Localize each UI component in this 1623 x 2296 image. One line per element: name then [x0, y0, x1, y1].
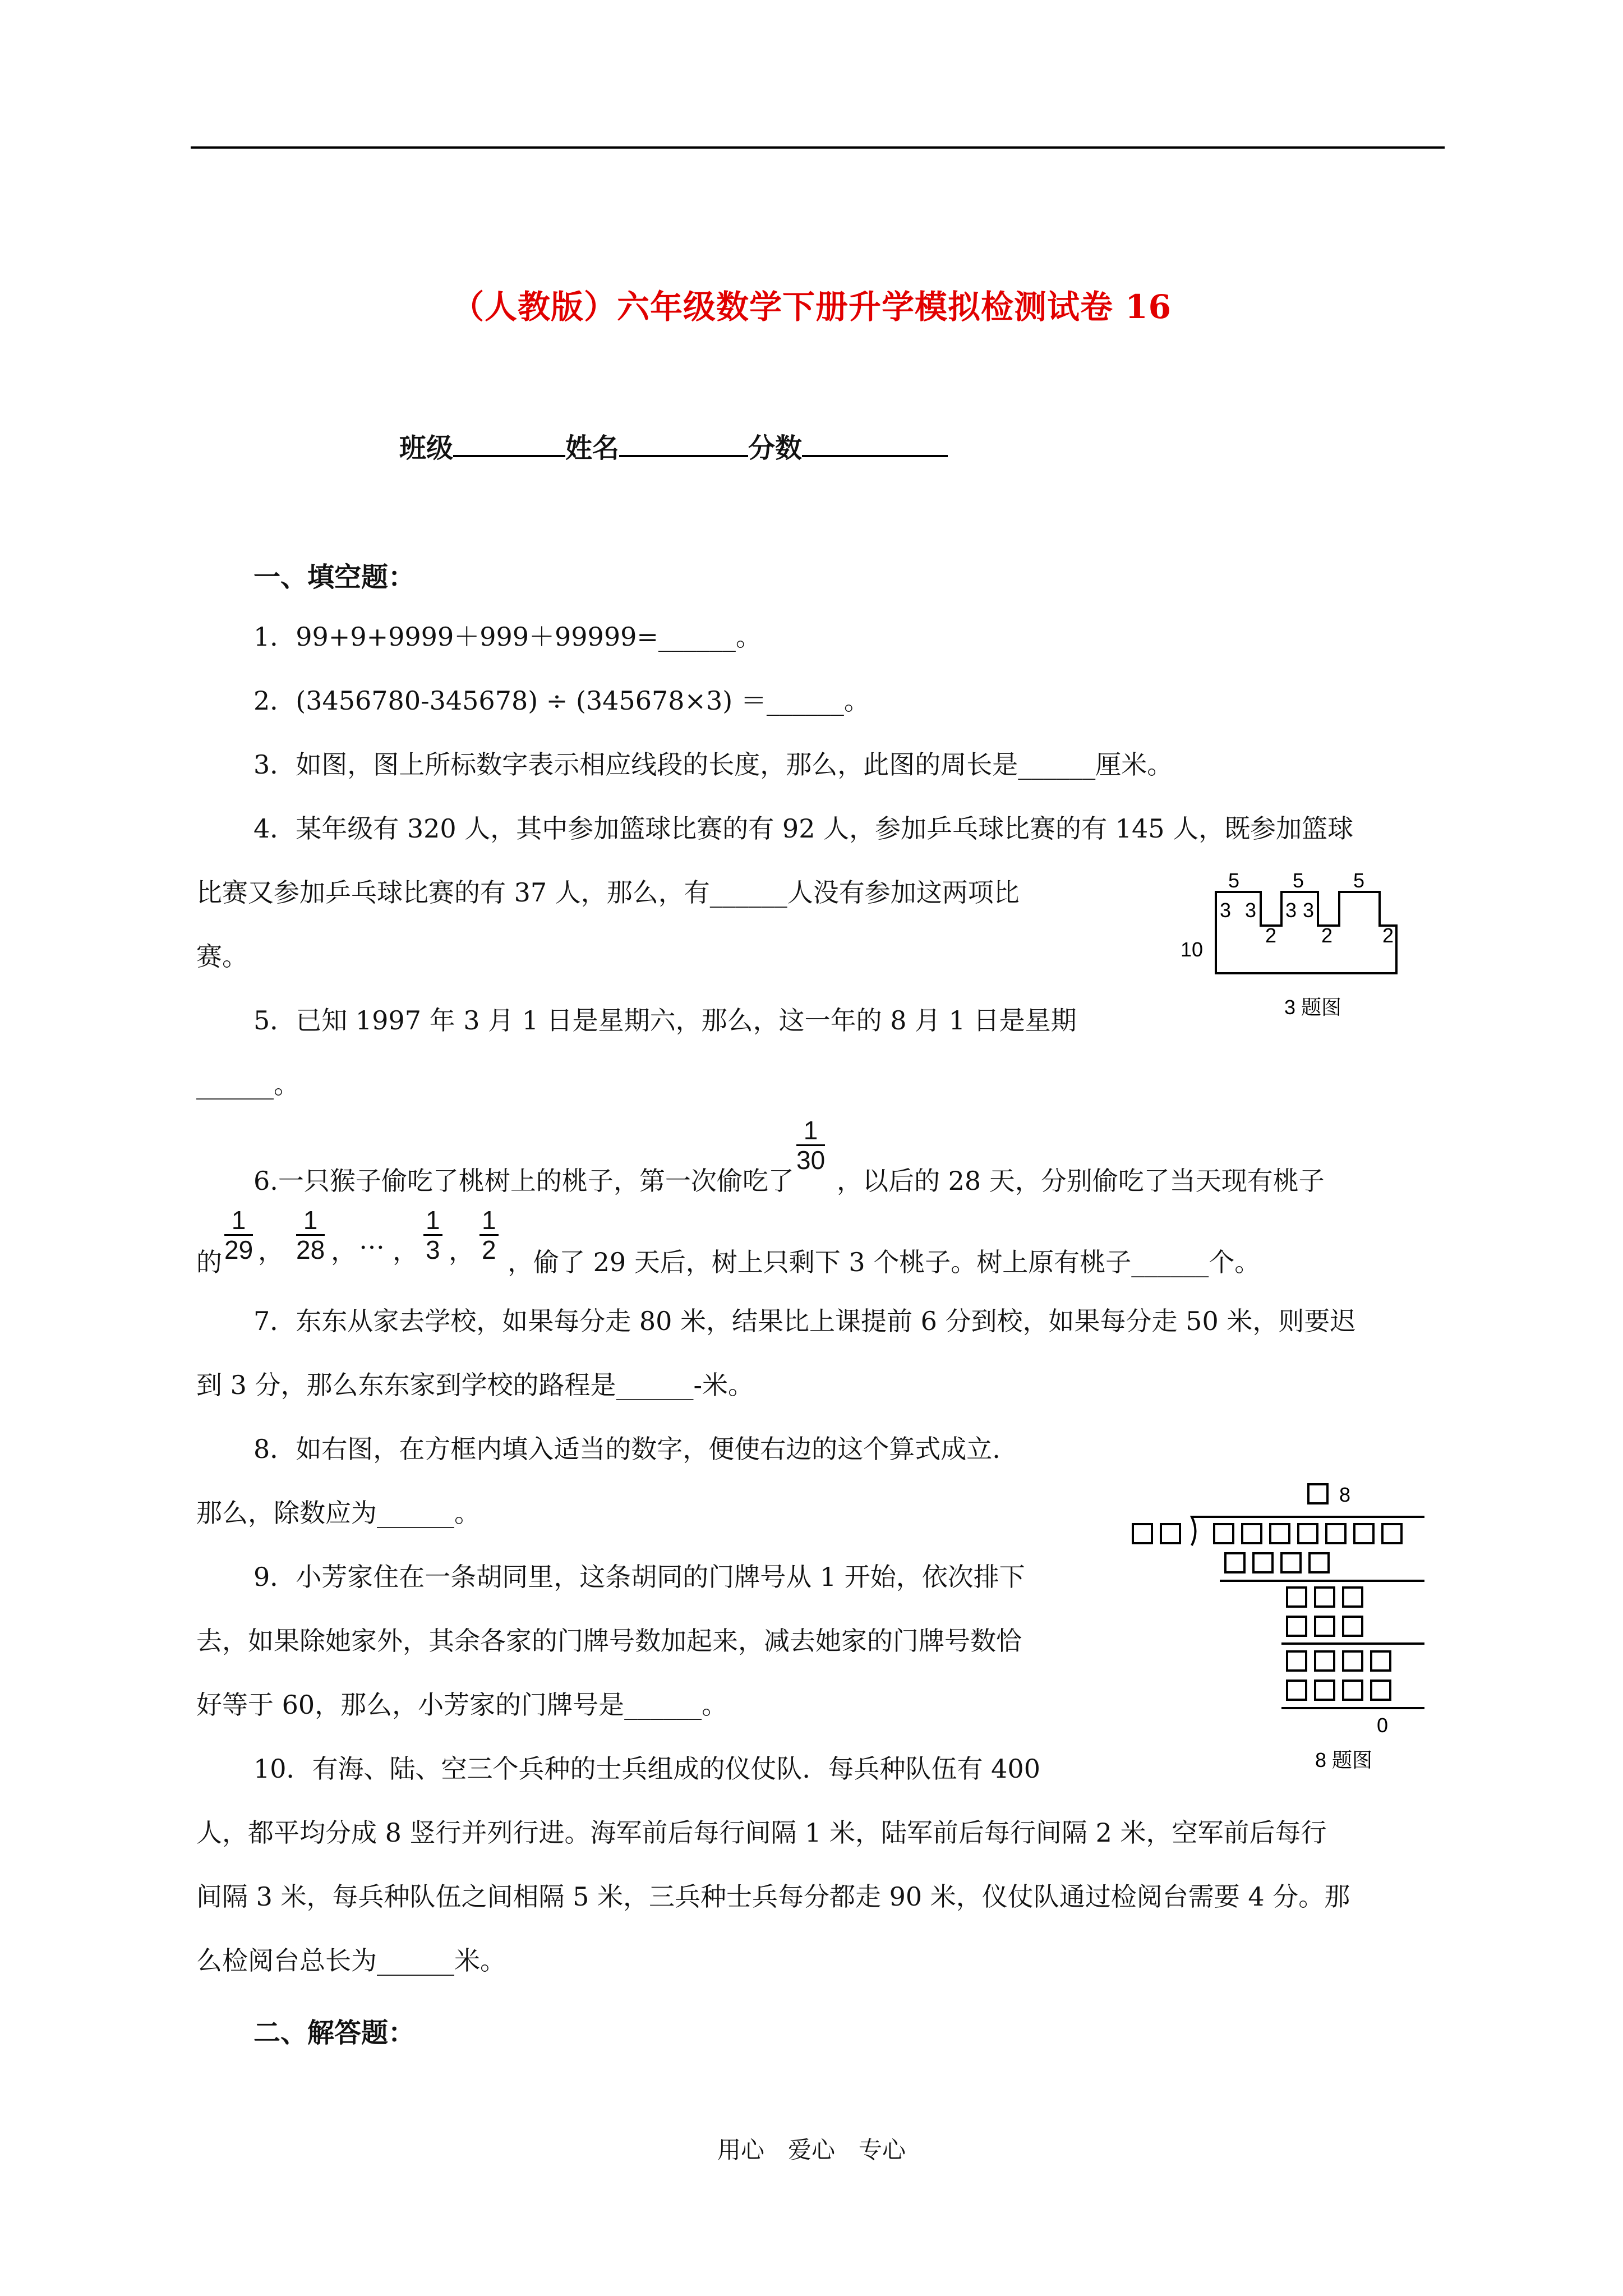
- name-blank: [619, 428, 748, 457]
- question-4-line2: 比赛又参加乒乓球比赛的有 37 人，那么，有______人没有参加这两项比: [196, 877, 1020, 908]
- question-4-line1: 4．某年级有 320 人，其中参加篮球比赛的有 92 人，参加乒乓球比赛的有 145 人，既参加篮球: [253, 813, 1354, 844]
- figure-8-diagram: [1127, 1481, 1441, 1778]
- page-footer: 用心 爱心 专心: [717, 2136, 906, 2164]
- question-9-line2: 去，如果除她家外，其余各家的门牌号数加起来，减去她家的门牌号数恰: [196, 1626, 1022, 1656]
- question-10-line1: 10．有海、陆、空三个兵种的士兵组成的仪仗队．每兵种队伍有 400: [253, 1754, 1040, 1784]
- fig3-label-e: 3: [1303, 899, 1315, 922]
- question-10-line3: 间隔 3 米，每兵种队伍之间相隔 5 米，三兵种士兵每分都走 90 米，仪仗队通过检阅台需要 4 分。那: [196, 1881, 1350, 1912]
- student-info: [399, 426, 948, 465]
- question-2: 2．(3456780-345678) ÷ (345678×3) ＝______。: [253, 685, 870, 716]
- score-label: 分数: [748, 432, 803, 464]
- question-8-line2: 那么，除数应为______。: [196, 1498, 480, 1528]
- fig8-quotient-digit: 8: [1339, 1483, 1351, 1506]
- question-5-line2: ______。: [196, 1069, 299, 1099]
- score-blank: [802, 428, 948, 457]
- question-6-line1b: ，以后的 28 天，分别偷吃了当天现有桃子: [837, 1166, 1325, 1196]
- question-3: 3．如图，图上所标数字表示相应线段的长度，那么，此图的周长是______厘米。: [253, 749, 1173, 780]
- class-label: 班级: [399, 432, 454, 464]
- question-8-line1: 8．如右图，在方框内填入适当的数字，便使右边的这个算式成立.: [253, 1434, 1000, 1464]
- question-6-line2a: 的: [196, 1247, 222, 1277]
- fraction-1-28: $\frac{1}{28}$: [296, 1205, 325, 1264]
- fig3-label-a: 3: [1220, 899, 1232, 922]
- fraction-1-30: $\frac{1}{30}$: [796, 1116, 826, 1175]
- fraction-1-3: $\frac{1}{3}$: [423, 1206, 442, 1264]
- fig8-remainder: 0: [1377, 1714, 1389, 1737]
- question-6-line2b: ，偷了 29 天后，树上只剩下 3 个桃子。树上原有桃子______个。: [508, 1247, 1261, 1277]
- class-blank: [453, 428, 565, 457]
- fig3-label-top1: 5: [1228, 869, 1240, 892]
- comma: ，: [449, 1236, 474, 1266]
- question-7-line1: 7．东东从家去学校，如果每分走 80 米，结果比上课提前 6 分到校，如果每分走 50 米，则要迟: [253, 1306, 1356, 1336]
- fig3-label-b: 3: [1245, 899, 1257, 922]
- page-title: （人教版）六年级数学下册升学模拟检测试卷 16: [451, 288, 1172, 326]
- figure-3-diagram: [1166, 869, 1419, 1021]
- comma: ，: [331, 1236, 357, 1266]
- fig3-label-side: 10: [1181, 938, 1204, 961]
- comma: ，: [393, 1236, 418, 1266]
- fig3-caption: 3 题图: [1284, 996, 1342, 1019]
- question-9-line1: 9．小芳家住在一条胡同里，这条胡同的门牌号从 1 开始，依次排下: [253, 1562, 1025, 1592]
- comma: ，: [258, 1236, 284, 1266]
- fig8-caption: 8 题图: [1315, 1749, 1373, 1772]
- section1-heading: 一、填空题：: [253, 562, 416, 593]
- fig3-label-c: 2: [1265, 924, 1277, 947]
- question-10-line2: 人，都平均分成 8 竖行并列行进。海军前后每行间隔 1 米，陆军前后每行间隔 2 米，空军前后每行: [196, 1818, 1327, 1848]
- question-7-line2: 到 3 分，那么东东家到学校的路程是______-米。: [196, 1370, 754, 1400]
- question-1: 1．99+9+9999＋999＋99999=______。: [253, 622, 762, 652]
- fig3-label-f: 2: [1321, 924, 1333, 947]
- question-4-line3: 赛。: [196, 941, 248, 972]
- question-5-line1: 5．已知 1997 年 3 月 1 日是星期六，那么，这一年的 8 月 1 日是星期: [253, 1005, 1077, 1036]
- fig3-label-top3: 5: [1353, 869, 1365, 892]
- fig3-label-top2: 5: [1293, 869, 1304, 892]
- section2-heading: 二、解答题：: [253, 2017, 416, 2049]
- fraction-1-2: $\frac{1}{2}$: [479, 1206, 499, 1264]
- name-label: 姓名: [565, 432, 620, 464]
- question-10-line4: 么检阅台总长为______米。: [196, 1945, 506, 1976]
- question-6-line1a: 6.一只猴子偷吃了桃树上的桃子，第一次偷吃了: [253, 1166, 794, 1196]
- fig3-label-d: 3: [1285, 899, 1297, 922]
- header-rule: [191, 146, 1445, 149]
- fraction-1-29: $\frac{1}{29}$: [224, 1205, 253, 1264]
- fig3-label-g: 2: [1382, 924, 1394, 947]
- ellipsis: …: [359, 1225, 385, 1255]
- question-9-line3: 好等于 60，那么，小芳家的门牌号是______。: [196, 1690, 728, 1720]
